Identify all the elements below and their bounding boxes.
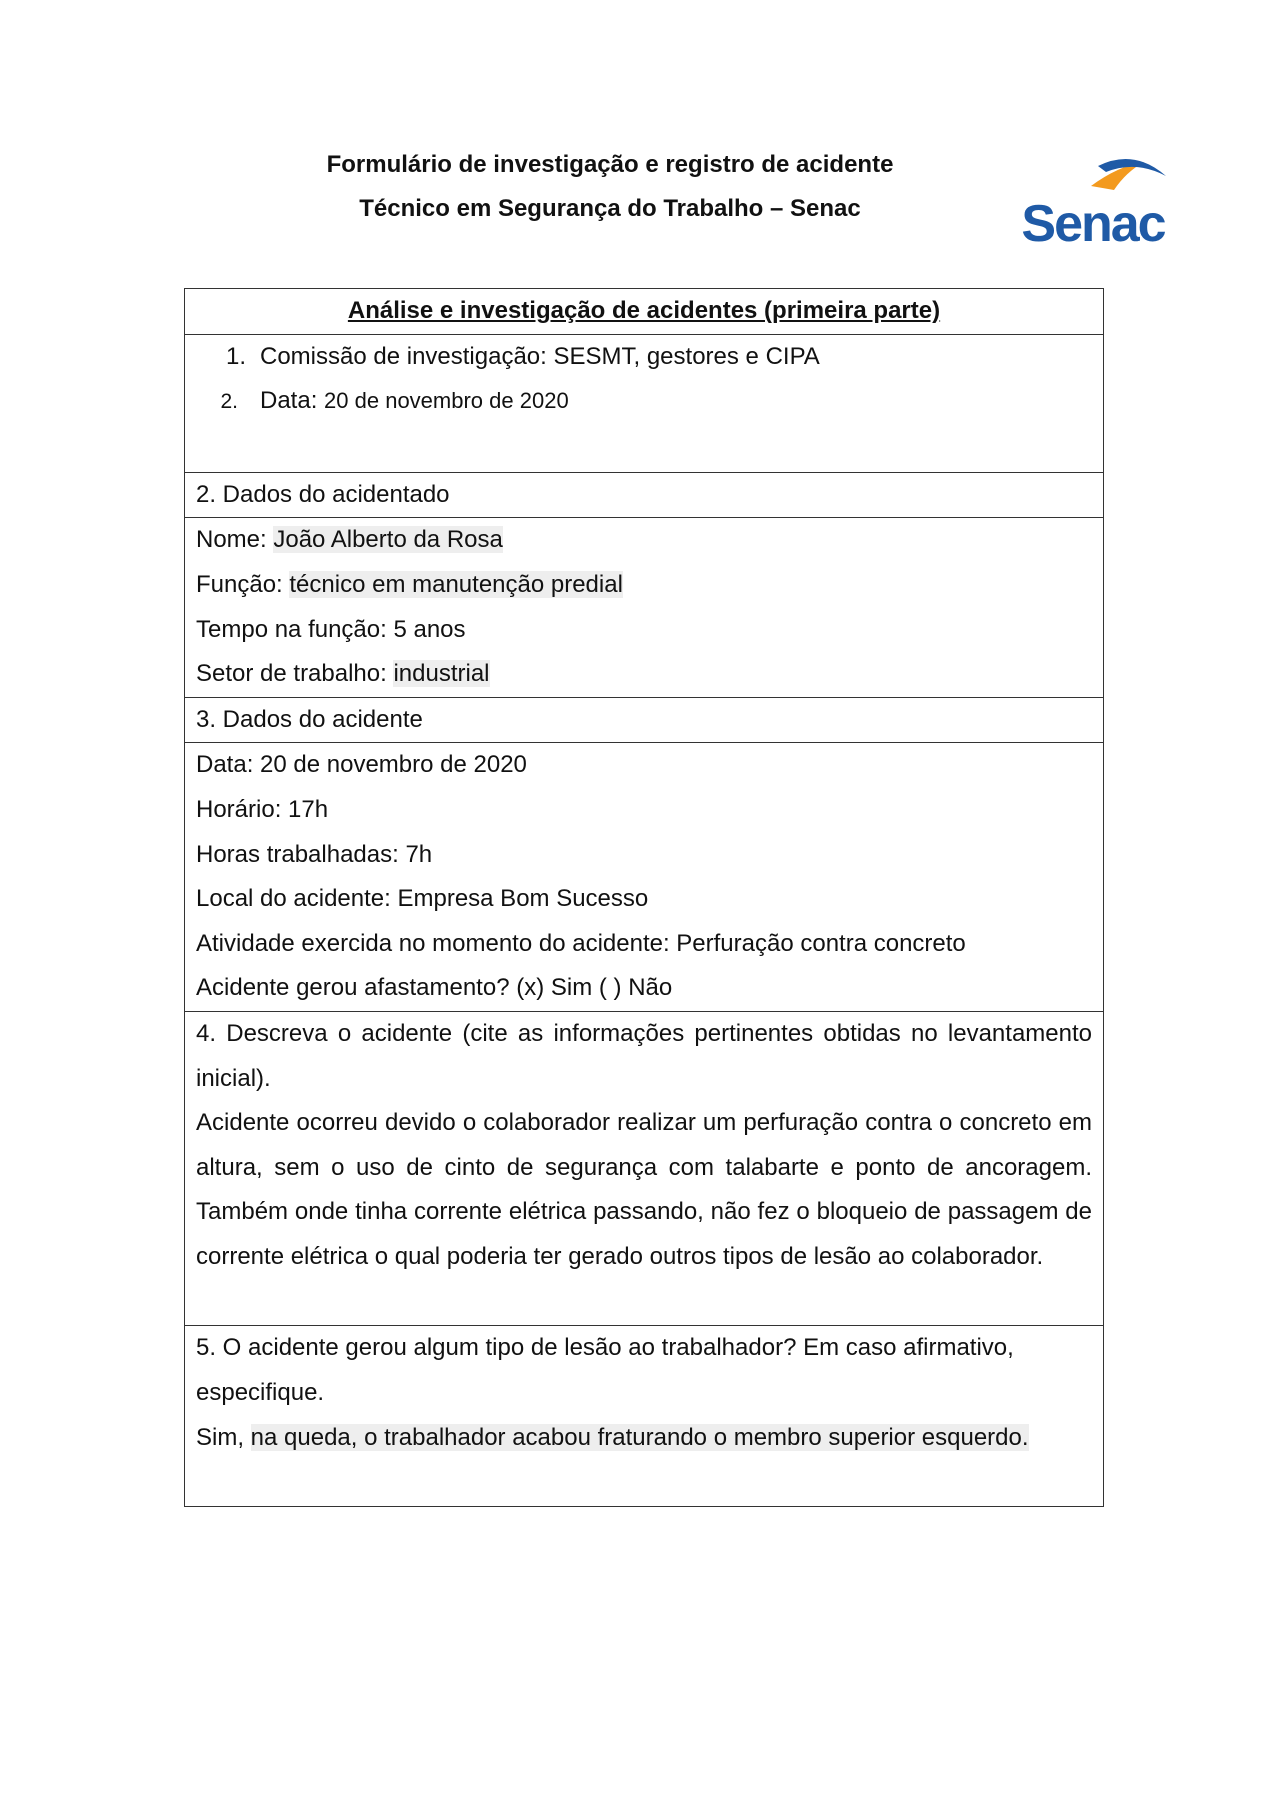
document-header (200, 150, 1020, 224)
injury-section (185, 1326, 1104, 1507)
accident-section-title: 3. Dados do acidente (185, 697, 1104, 743)
sector-line: Setor de trabalho: industrial (196, 660, 490, 688)
name-value: João Alberto da Rosa (273, 526, 503, 554)
role-value: técnico em manutenção predial (289, 570, 623, 598)
accident-data (185, 743, 1104, 1012)
form-title: Formulário de investigação e registro de acidente (326, 151, 894, 178)
role-line: Função: técnico em manutenção predial (196, 570, 623, 598)
date-value: 20 de novembro de 2020 (324, 388, 569, 414)
commission-text: Comissão de investigação: SESMT, gestores e CIPA (260, 342, 820, 370)
injury-answer: Sim, na queda, o trabalhador acabou fraturando o membro superior esquerdo. (196, 1423, 1029, 1451)
leave-question: Acidente gerou afastamento? (x) Sim ( ) Não (196, 974, 673, 1002)
injury-answer-detail: na queda, o trabalhador acabou fraturando o membro superior esquerdo. (250, 1423, 1029, 1451)
tenure-value: 5 anos (393, 615, 466, 643)
sector-value: industrial (393, 660, 490, 688)
injury-question: 5. O acidente gerou algum tipo de lesão ao trabalhador? Em caso afirmativo, especifique. (196, 1334, 1014, 1407)
list-item: 1. Comissão de investigação: SESMT, gestores e CIPA (225, 342, 820, 370)
activity: Atividade exercida no momento do acidente: Perfuração contra concreto (196, 929, 966, 957)
form-subtitle: Técnico em Segurança do Trabalho – Senac (359, 195, 861, 222)
date-label: Data: (260, 387, 318, 415)
victim-section-title: 2. Dados do acidentado (185, 472, 1104, 518)
list-item: 2. Data: 20 de novembro de 2020 (220, 387, 569, 415)
accident-date: Data: 20 de novembro de 2020 (196, 751, 527, 779)
commission-list (185, 334, 1104, 472)
description-answer: Acidente ocorreu devido o colaborador realizar um perfuração contra o concreto em altura, sem o uso de cinto de segurança com talabarte e ponto de ancoragem. Também onde tinha corrente elétrica passando, não fez o bloqueio de passagem de corrente elétrica o qual poderia ter gerado outros tipos de lesão ao colaborador. (196, 1109, 1092, 1270)
name-line: Nome: João Alberto da Rosa (196, 526, 503, 554)
accident-time: Horário: 17h (196, 795, 329, 823)
description-question: 4. Descreva o acidente (cite as informações pertinentes obtidas no levantamento inicial). (196, 1019, 1092, 1092)
victim-data (185, 518, 1104, 697)
logo-text: Senac (1021, 195, 1165, 246)
hours-worked: Horas trabalhadas: 7h (196, 840, 433, 868)
accident-location: Local do acidente: Empresa Bom Sucesso (196, 885, 649, 913)
investigation-form (184, 288, 1104, 1507)
section-title: Análise e investigação de acidentes (primeira parte) (185, 289, 1104, 335)
accident-description (185, 1011, 1104, 1326)
tenure-line: Tempo na função: 5 anos (196, 615, 466, 643)
senac-logo (1016, 148, 1171, 246)
